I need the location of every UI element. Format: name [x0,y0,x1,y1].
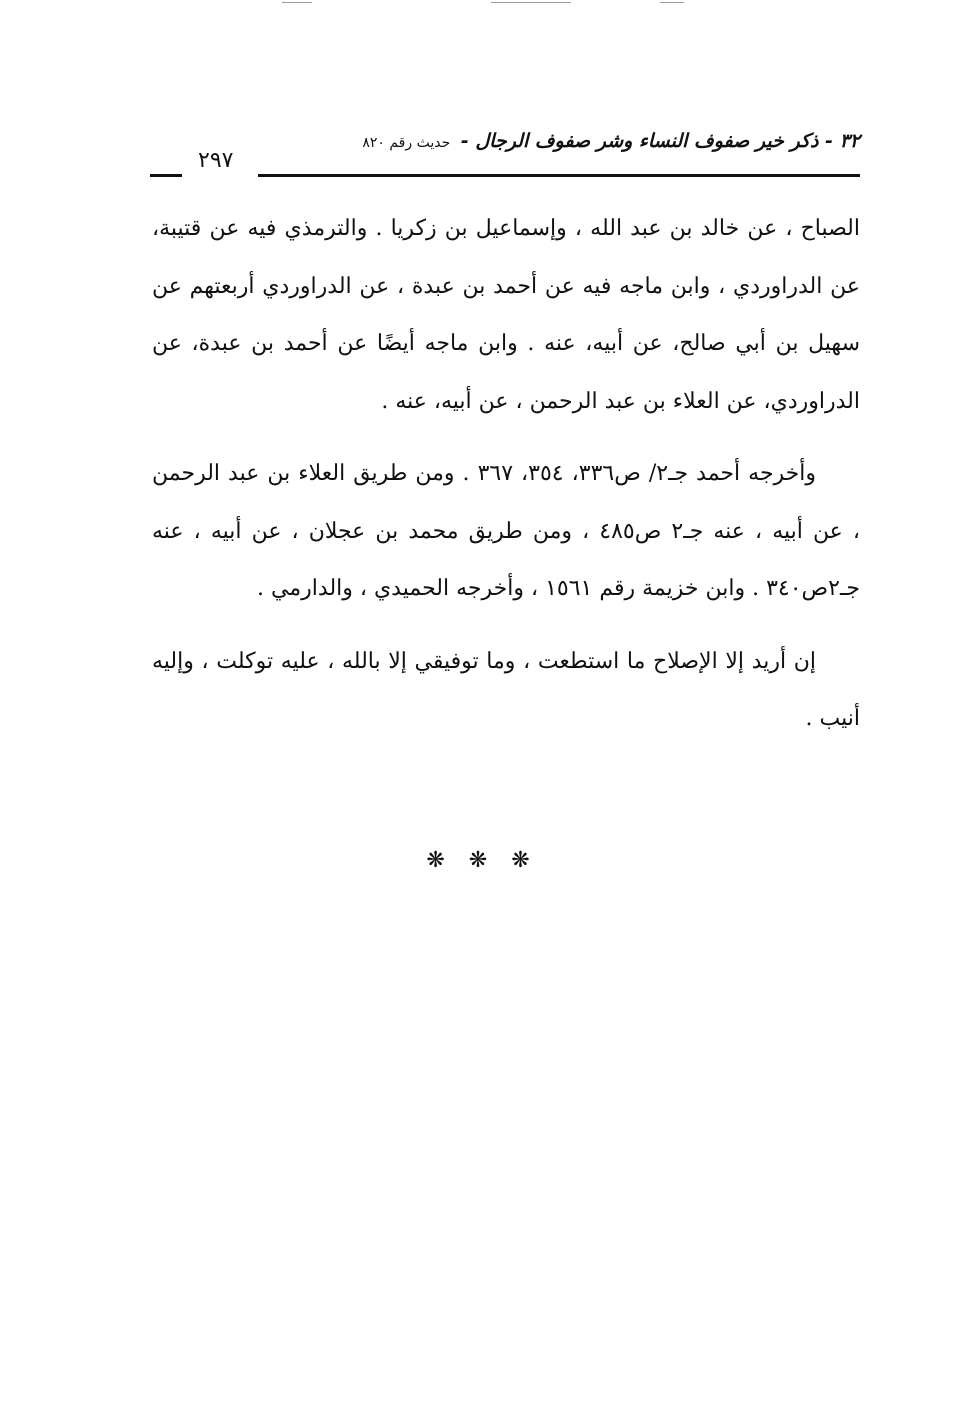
page-body [152,200,860,763]
chapter-title: ٣٢ - ذكر خير صفوف النساء وشر صفوف الرجال - [460,130,860,152]
paragraph-2: وأخرجه أحمد جـ٢/ ص٣٣٦، ٣٥٤، ٣٦٧ . ومن طريق العلاء بن عبد الرحمن ، عن أبيه ، عنه جـ٢ ص٤٨٥ ، ومن طريق محمد بن عجلان ، عن أبيه ، عنه جـ٢ص٣٤٠ . وابن خزيمة رقم ١٥٦١ ، وأخرجه الحميدي ، والدارمي . [152,461,860,601]
page-header [150,128,860,178]
paragraph-3: إن أريد إلا الإصلاح ما استطعت ، وما توفيقي إلا بالله ، عليه توكلت ، وإليه أنيب . [152,648,860,731]
paragraph-1: الصباح ، عن خالد بن عبد الله ، وإسماعيل بن زكريا . والترمذي فيه عن قتيبة، عن الدراوردي ، وابن ماجه فيه عن أحمد بن عبدة ، عن الدراوردي أربعتهم عن سهيل بن أبي صالح، عن أبيه، عنه . وابن ماجه أيضًا عن أحمد بن عبدة، عن الدراوردي، عن العلاء بن عبد الرحمن ، عن أبيه، عنه . [152,216,860,414]
scan-artifact-line [282,2,312,3]
scan-artifact-line [660,2,684,3]
hadith-reference: حديث رقم ٨٢٠ [362,135,451,151]
header-rule-short [150,174,182,177]
running-title [362,130,860,152]
header-rule-long [258,174,860,177]
page-number: ٢٩٧ [198,148,234,173]
section-ornament: ❋❋❋ [426,848,554,873]
scan-artifact-line [491,2,571,3]
